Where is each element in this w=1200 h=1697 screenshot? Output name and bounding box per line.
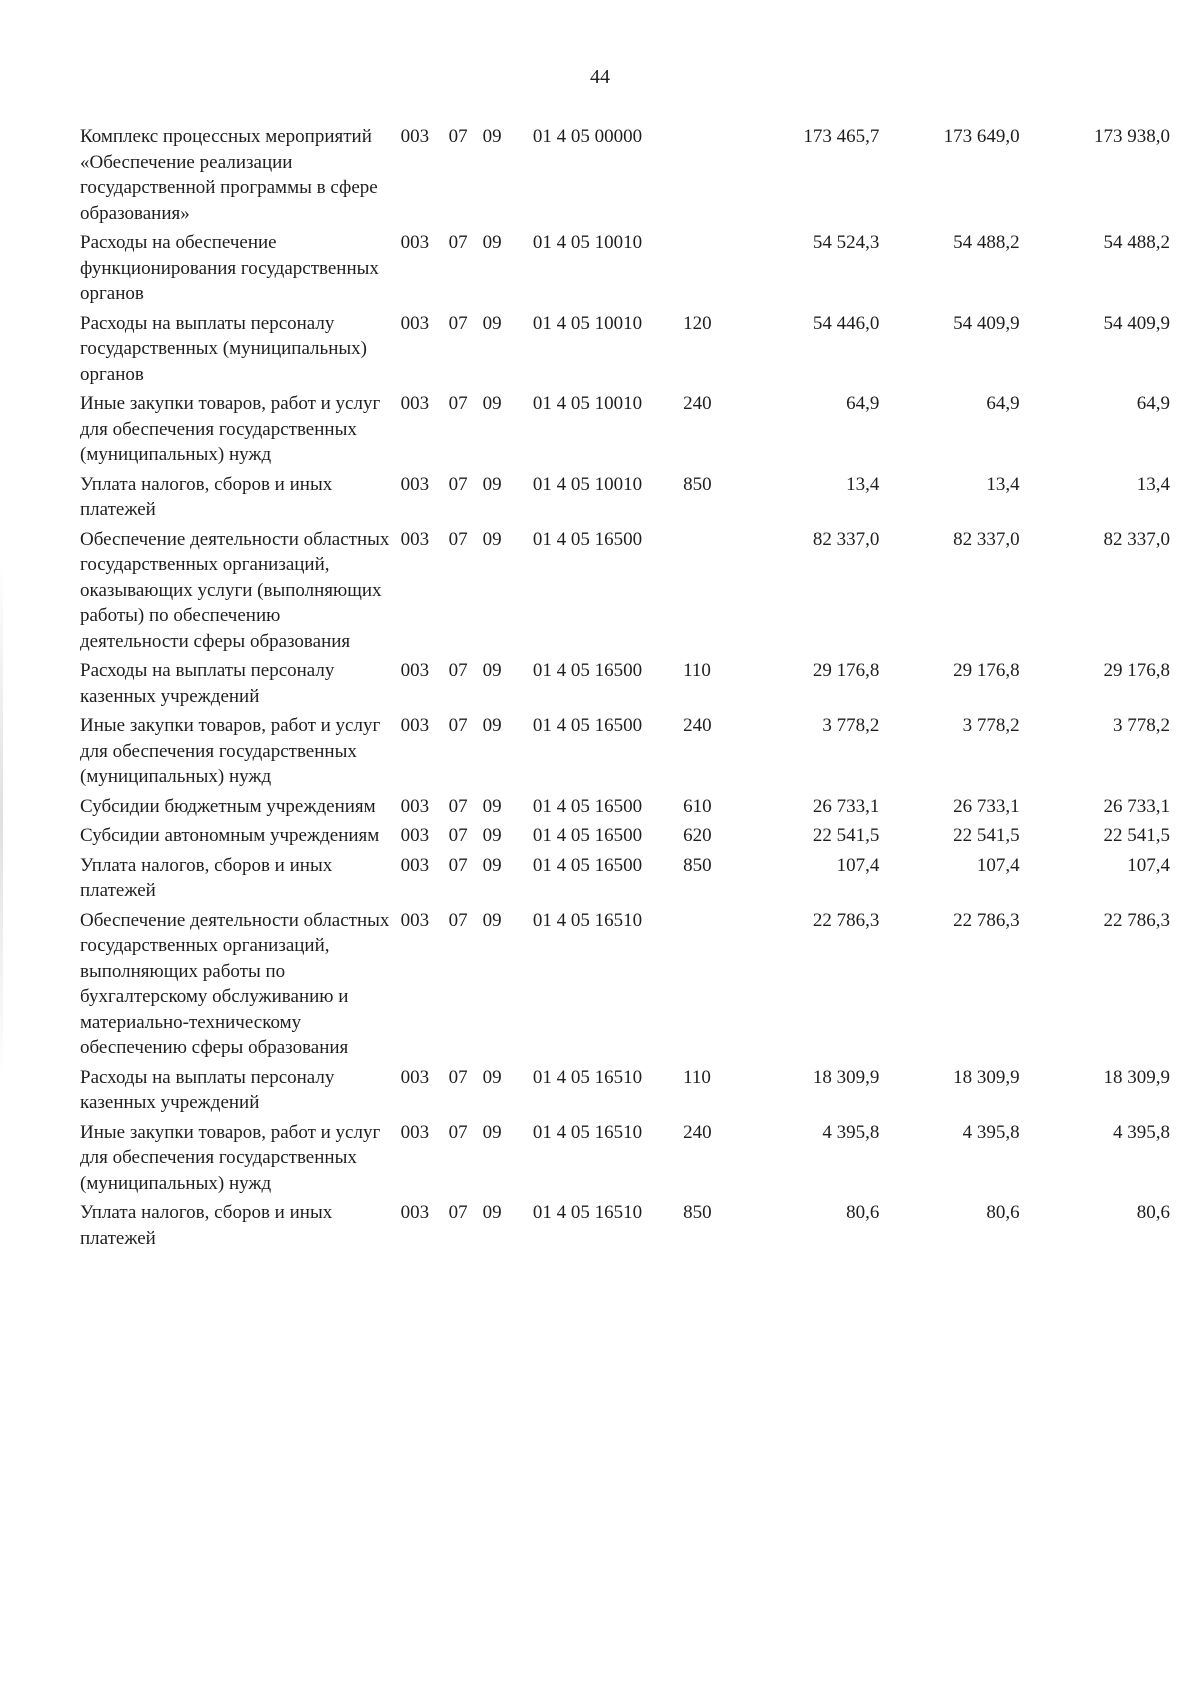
row-csr: 01 4 05 16510 [532,909,643,931]
row-grbs: 003 [400,312,430,334]
row-pr: 09 [482,473,502,495]
row-rz: 07 [448,715,468,736]
table-row [80,853,1170,908]
row-value-1: 54 524,3 [812,232,880,253]
row-value-3: 22 541,5 [1103,825,1170,846]
row-vr: 850 [683,1202,712,1223]
page-number: 44 [590,66,610,88]
row-value-1: 107,4 [836,854,880,876]
row-grbs: 003 [400,473,430,495]
table-row [80,1065,1170,1120]
row-csr: 01 4 05 16510 [532,1121,643,1143]
row-value-2: 22 541,5 [953,825,1020,846]
row-vr: 620 [683,825,712,846]
row-code [401,713,533,794]
row-code [401,472,533,527]
row-name: Обеспечение деятельности областных государственных организаций, выполняющих работы по бухгалтерскому обслуживанию и материально-техническому обеспечению сферы образования [80,909,390,1058]
row-grbs: 003 [400,715,430,736]
row-csr: 01 4 05 16500 [532,660,643,681]
row-rz: 07 [448,312,468,334]
row-vr [683,124,739,230]
row-name: Уплата налогов, сборов и иных платежей [80,473,333,520]
row-grbs: 003 [400,909,430,931]
row-csr: 01 4 05 16500 [532,715,643,736]
row-name: Расходы на выплаты персоналу казенных учреждений [80,1066,335,1113]
row-code [401,908,533,1065]
row-rz: 07 [448,660,468,681]
row-code [401,794,533,824]
table-row [80,823,1170,853]
row-name: Расходы на выплаты персоналу государственных (муниципальных) органов [80,312,367,385]
table-row [80,1120,1170,1201]
row-rz: 07 [448,528,468,550]
row-name: Обеспечение деятельности областных государственных организаций, оказывающих услуги (выполняющих работы) по обеспечению деятельности сферы образования [80,528,390,652]
row-value-1: 82 337,0 [812,528,880,550]
row-value-2: 29 176,8 [953,660,1020,681]
row-csr: 01 4 05 10010 [532,473,643,495]
row-value-3: 80,6 [1136,1202,1170,1223]
row-code [401,658,533,713]
row-vr: 850 [683,854,712,876]
row-code [401,311,533,392]
row-value-2: 54 488,2 [953,232,1020,253]
table-row [80,230,1170,311]
row-rz: 07 [448,854,468,876]
row-csr: 01 4 05 16500 [532,795,643,817]
row-pr: 09 [482,312,502,334]
row-code [401,823,533,853]
row-rz: 07 [448,795,468,817]
row-value-3: 54 488,2 [1103,232,1170,253]
row-grbs: 003 [400,1066,430,1088]
row-name: Иные закупки товаров, работ и услуг для обеспечения государственных (муниципальных) нужд [80,393,381,465]
row-value-2: 4 395,8 [962,1121,1020,1143]
row-name: Субсидии автономным учреждениям [80,825,380,846]
table-row [80,1200,1170,1255]
row-grbs: 003 [400,528,430,550]
row-pr: 09 [482,1202,502,1223]
row-value-3: 4 395,8 [1113,1121,1170,1143]
row-pr: 09 [482,825,502,846]
row-csr: 01 4 05 16500 [532,854,643,876]
row-rz: 07 [448,393,468,414]
table-row [80,713,1170,794]
row-rz: 07 [448,1202,468,1223]
row-value-2: 22 786,3 [953,909,1020,931]
row-vr: 120 [683,312,712,334]
row-vr: 610 [683,795,712,817]
row-value-2: 173 649,0 [943,126,1020,147]
row-vr: 110 [683,1066,711,1088]
row-rz: 07 [448,1066,468,1088]
row-vr: 240 [683,715,712,736]
row-value-2: 64,9 [986,393,1020,414]
row-value-2: 26 733,1 [953,795,1020,817]
row-grbs: 003 [400,393,430,414]
row-value-2: 82 337,0 [953,528,1020,550]
row-vr: 240 [683,393,712,414]
scan-edge-shadow [0,560,3,1080]
row-grbs: 003 [400,854,430,876]
row-vr: 110 [683,660,711,681]
row-value-1: 22 541,5 [812,825,880,846]
table-row [80,794,1170,824]
row-csr: 01 4 05 16510 [532,1202,643,1223]
row-value-1: 54 446,0 [812,312,880,334]
row-value-1: 173 465,7 [803,126,880,147]
row-value-3: 3 778,2 [1113,715,1170,736]
row-name: Иные закупки товаров, работ и услуг для обеспечения государственных (муниципальных) нужд [80,1121,381,1194]
row-name: Иные закупки товаров, работ и услуг для обеспечения государственных (муниципальных) нужд [80,715,381,787]
row-value-1: 3 778,2 [822,715,880,736]
row-rz: 07 [448,232,468,253]
row-csr: 01 4 05 00000 [532,126,643,147]
row-value-3: 26 733,1 [1103,795,1170,817]
row-value-3: 82 337,0 [1103,528,1170,550]
row-code [401,391,533,472]
row-rz: 07 [448,126,468,147]
row-grbs: 003 [400,660,430,681]
row-value-3: 29 176,8 [1103,660,1170,681]
table-row [80,124,1170,230]
row-value-1: 64,9 [846,393,880,414]
row-value-1: 13,4 [846,473,880,495]
row-csr: 01 4 05 10010 [532,312,643,334]
row-value-2: 80,6 [986,1202,1020,1223]
row-grbs: 003 [400,232,430,253]
table-row [80,908,1170,1065]
row-pr: 09 [482,1121,502,1143]
row-grbs: 003 [400,126,430,147]
row-code [401,527,533,659]
row-value-1: 4 395,8 [822,1121,880,1143]
row-code [401,1120,533,1201]
row-name: Расходы на выплаты персоналу казенных учреждений [80,660,335,707]
row-rz: 07 [448,473,468,495]
row-pr: 09 [482,393,502,414]
row-grbs: 003 [400,1202,430,1223]
row-value-3: 64,9 [1136,393,1170,414]
row-csr: 01 4 05 16510 [532,1066,643,1088]
row-rz: 07 [448,825,468,846]
row-name: Уплата налогов, сборов и иных платежей [80,1202,333,1249]
row-code [401,853,533,908]
row-code [401,1200,533,1255]
table-row [80,311,1170,392]
row-code [401,124,533,230]
budget-table [80,124,1170,1255]
row-name: Уплата налогов, сборов и иных платежей [80,854,333,901]
table-body [80,124,1170,1255]
row-rz: 07 [448,909,468,931]
row-value-1: 22 786,3 [812,909,880,931]
row-pr: 09 [482,795,502,817]
row-value-3: 13,4 [1136,473,1170,495]
row-pr: 09 [482,854,502,876]
row-value-3: 107,4 [1127,854,1170,876]
table-row [80,391,1170,472]
row-value-2: 3 778,2 [962,715,1020,736]
row-value-3: 173 938,0 [1094,126,1170,147]
row-pr: 09 [482,1066,502,1088]
row-value-1: 80,6 [846,1202,880,1223]
row-value-1: 29 176,8 [812,660,880,681]
row-pr: 09 [482,909,502,931]
row-vr [683,908,739,1065]
row-name: Комплекс процессных мероприятий «Обеспечение реализации государственной программы в сфере образования» [80,126,378,224]
row-csr: 01 4 05 10010 [532,393,643,414]
row-csr: 01 4 05 16500 [532,825,643,846]
row-csr: 01 4 05 16500 [532,528,643,550]
row-rz: 07 [448,1121,468,1143]
row-code [401,1065,533,1120]
row-value-1: 26 733,1 [812,795,880,817]
row-value-3: 18 309,9 [1103,1066,1170,1088]
row-value-2: 13,4 [986,473,1020,495]
row-pr: 09 [482,232,502,253]
row-vr [683,230,739,311]
row-pr: 09 [482,660,502,681]
row-name: Субсидии бюджетным учреждениям [80,795,376,817]
row-value-2: 54 409,9 [953,312,1020,334]
row-vr: 850 [683,473,712,495]
row-pr: 09 [482,528,502,550]
row-pr: 09 [482,126,502,147]
table-row [80,527,1170,659]
row-value-1: 18 309,9 [812,1066,880,1088]
row-name: Расходы на обеспечение функционирования государственных органов [80,232,379,304]
table-row [80,658,1170,713]
row-grbs: 003 [400,825,430,846]
row-grbs: 003 [400,795,430,817]
row-code [401,230,533,311]
row-csr: 01 4 05 10010 [532,232,643,253]
row-value-2: 18 309,9 [953,1066,1020,1088]
row-pr: 09 [482,715,502,736]
row-value-3: 54 409,9 [1103,312,1170,334]
table-row [80,472,1170,527]
row-value-3: 22 786,3 [1103,909,1170,931]
row-value-2: 107,4 [976,854,1020,876]
row-vr [683,527,739,659]
row-vr: 240 [683,1121,712,1143]
row-grbs: 003 [400,1121,430,1143]
